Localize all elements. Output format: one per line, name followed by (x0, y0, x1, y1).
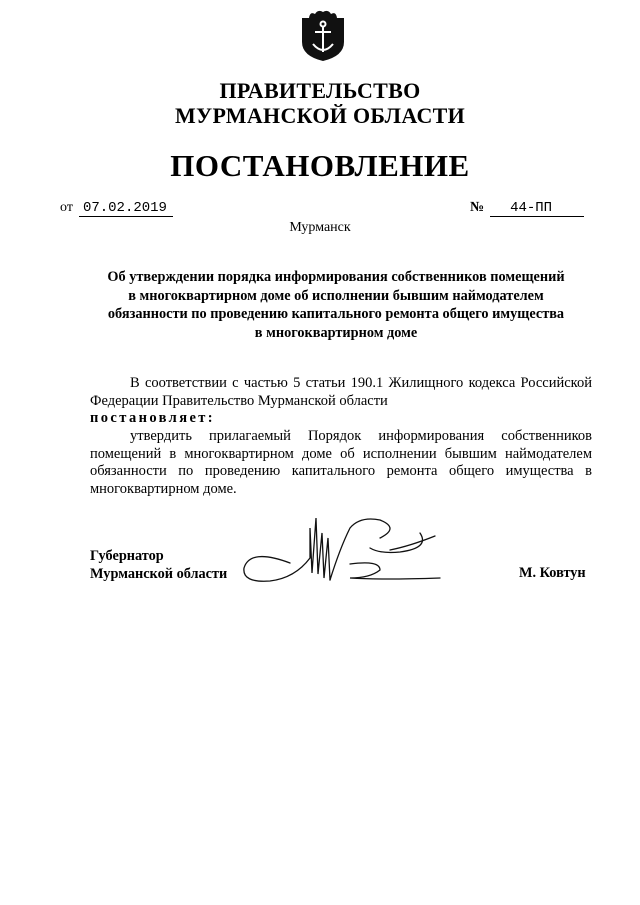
date-prefix: от (60, 200, 73, 215)
subject-line1: Об утверждении порядка информирования собственников помещений (107, 269, 565, 285)
subject-line3: обязанности по проведению капитального ремонта общего имущества (107, 306, 565, 322)
decree-word: постановляет: (90, 410, 216, 426)
subject-line4: в многоквартирном доме (254, 324, 418, 341)
document-number: 44-ПП (490, 201, 584, 217)
position-line2: Мурманской области (90, 566, 228, 582)
document-date: 07.02.2019 (79, 201, 173, 217)
document-type-title: ПОСТАНОВЛЕНИЕ (170, 148, 470, 183)
number-line (470, 200, 584, 217)
document-subject (86, 268, 586, 342)
city-label: Мурманск (289, 220, 351, 235)
subject-line2: в многоквартирном доме об исполнении бывшим наймодателем (128, 287, 544, 304)
government-title (0, 78, 640, 128)
body-paragraph-2: утвердить прилагаемый Порядок информирования собственников помещений в многоквартирном доме об исполнении бывшим наймодателем обязанности по проведению капитального ремонта общего имущества в многоквартирном доме. (90, 428, 592, 497)
signatory-name: М. Ковтун (519, 565, 586, 581)
position-line1: Губернатор (90, 548, 164, 564)
handwritten-signature (230, 508, 450, 588)
number-prefix: № (470, 200, 485, 215)
body-paragraph-1: В соответствии с частью 5 статьи 190.1 Жилищного кодекса Российской Федерации Правительство Мурманской области (90, 375, 592, 409)
coat-of-arms-icon (300, 8, 346, 62)
date-line (60, 200, 173, 217)
signatory-position (90, 547, 227, 583)
government-line2: МУРМАНСКОЙ ОБЛАСТИ (174, 103, 466, 128)
government-line1: ПРАВИТЕЛЬСТВО (219, 78, 421, 103)
